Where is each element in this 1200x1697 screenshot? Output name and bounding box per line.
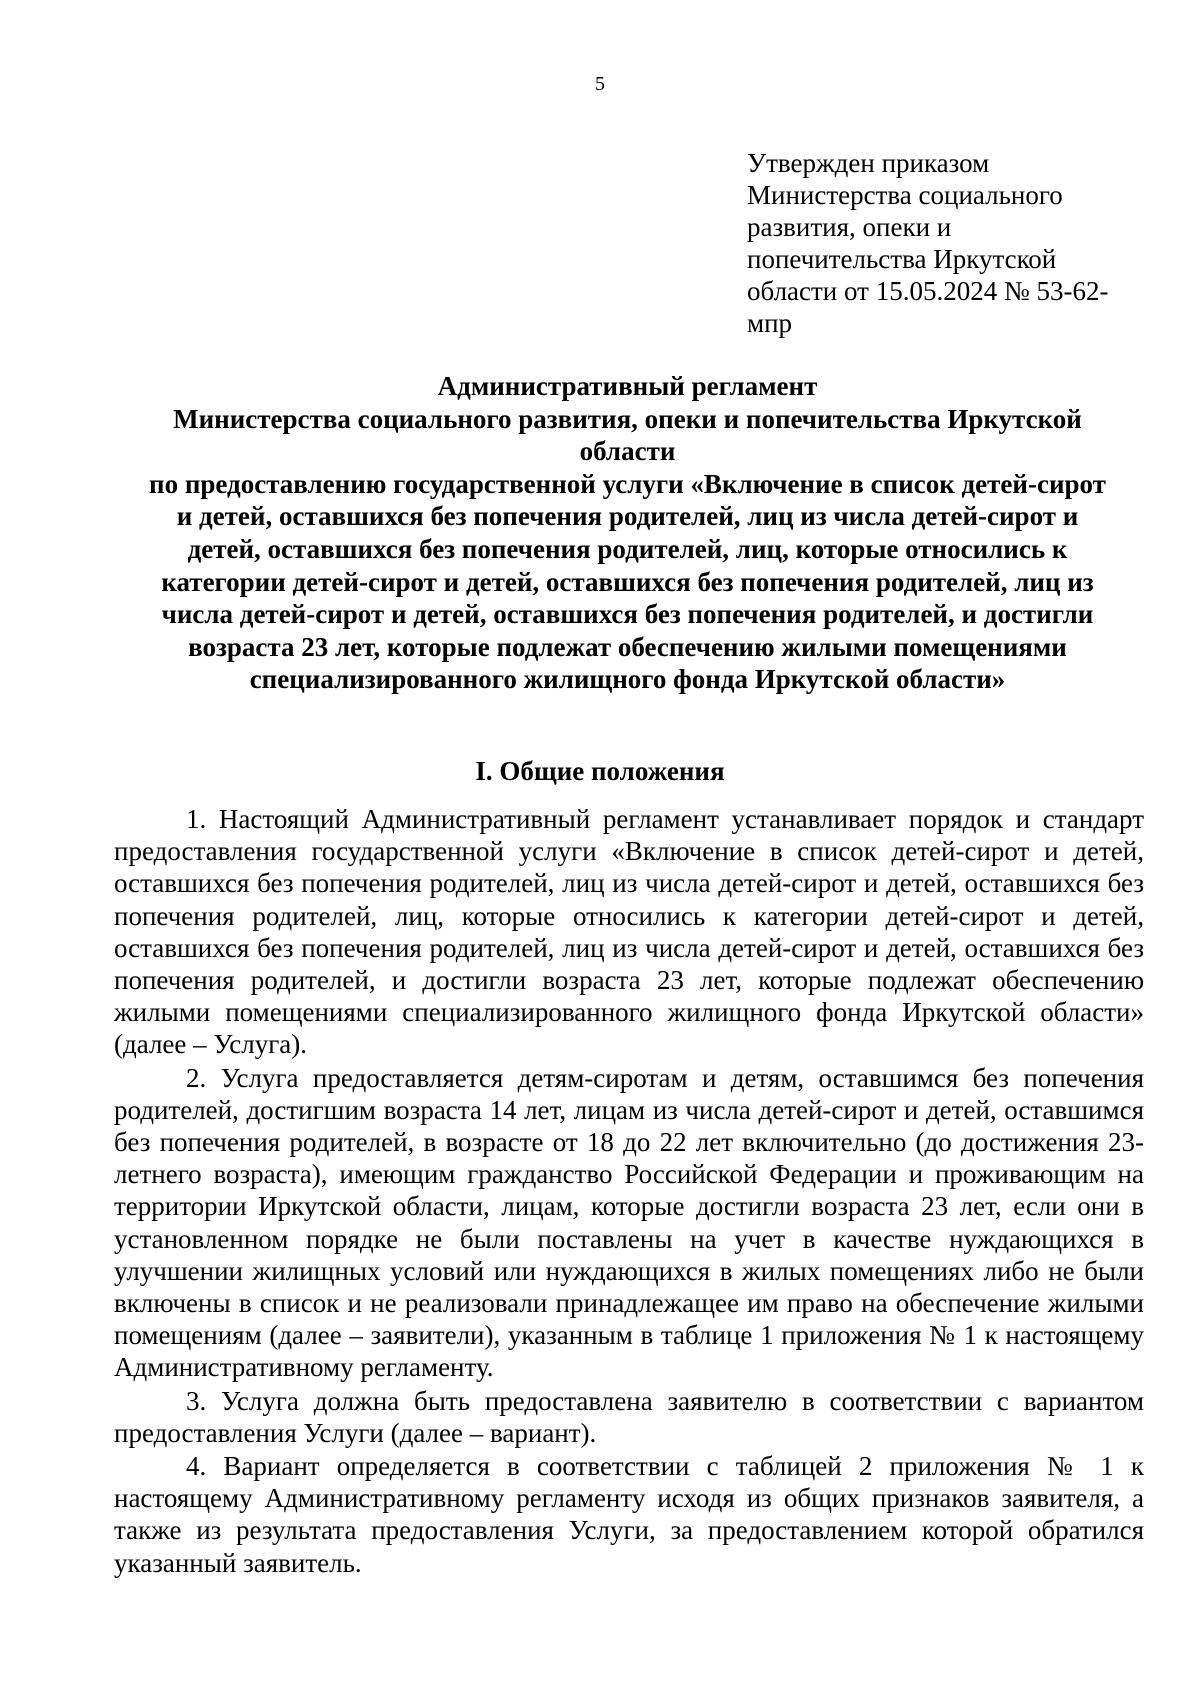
approval-line: попечительства Иркутской: [747, 244, 1057, 274]
section-body: [114, 803, 1144, 1580]
title-line: Министерства социального развития, опеки и попечительства Иркутской: [173, 403, 1082, 434]
approval-line: области от 15.05.2024 № 53-62-: [747, 276, 1109, 306]
paragraph-4: 4. Вариант определяется в соответствии с таблицей 2 приложения № 1 к настоящему Административному регламенту исходя из общих признаков заявителя, а также из результата предоставления Услуги, за предоставлением которой обратился указанный заявитель.: [114, 1451, 1144, 1578]
title-line: Административный регламент: [437, 371, 818, 401]
title-line: области: [579, 436, 676, 467]
paragraph-3: 3. Услуга должна быть предоставлена заявителю в соответствии с вариантом предоставления Услуги (далее – вариант).: [114, 1385, 1144, 1448]
title-line: специализированного жилищного фонда Иркутской области»: [249, 664, 1006, 695]
title-line: по предоставлению государственной услуги «Включение в список детей-сирот: [149, 468, 1106, 499]
paragraph-2: 2. Услуга предоставляется детям-сиротам и детям, оставшимся без попечения родителей, достигшим возраста 14 лет, лицам из числа детей-сирот и детей, оставшимся без попечения родителей, в возрасте от 18 до 22 лет включительно (до достижения 23-летнего возраста), имеющим гражданство Российской Федерации и проживающим на территории Иркутской области, лицам, которые достигли возраста 23 лет, если они в установленном порядке не были поставлены на учет в качестве нуждающихся в улучшении жилищных условий или нуждающихся в жилых помещениях либо не были включены в список и не реализовали принадлежащее им право на обеспечение жилыми помещениям (далее – заявители), указанным в таблице 1 приложения № 1 к настоящему Административному регламенту.: [114, 1062, 1144, 1383]
approval-line: Министерства социального: [747, 180, 1063, 210]
title-line: и детей, оставшихся без попечения родителей, лиц из числа детей-сирот и: [176, 501, 1079, 532]
title-line: возраста 23 лет, которые подлежат обеспечению жилыми помещениями: [188, 631, 1067, 662]
paragraph-1: 1. Настоящий Административный регламент устанавливает порядок и стандарт предоставления государственной услуги «Включение в список детей-сирот и детей, оставшихся без попечения родителей, лиц из числа детей-сирот и детей, оставшихся без попечения родителей, лиц, которые относились к категории детей-сирот и детей, оставшихся без попечения родителей, лиц из числа детей-сирот и детей, оставшихся без попечения родителей, и достигли возраста 23 лет, которые подлежат обеспечению жилыми помещениями специализированного жилищного фонда Иркутской области» (далее – Услуга).: [114, 804, 1144, 1060]
approval-line: развития, опеки и: [747, 212, 952, 242]
approval-stamp: [747, 147, 1147, 339]
document-title: [110, 370, 1145, 696]
section-heading: I. Общие положения: [475, 756, 725, 786]
approval-line: мпр: [747, 308, 793, 338]
title-line: детей, оставшихся без попечения родителей, лиц, которые относились к: [187, 533, 1068, 564]
title-line: числа детей-сирот и детей, оставшихся без попечения родителей, и достигли: [161, 599, 1094, 630]
approval-line: Утвержден приказом: [747, 148, 990, 178]
page-number: 5: [595, 73, 605, 95]
title-line: категории детей-сирот и детей, оставшихся без попечения родителей, лиц из: [161, 566, 1094, 597]
